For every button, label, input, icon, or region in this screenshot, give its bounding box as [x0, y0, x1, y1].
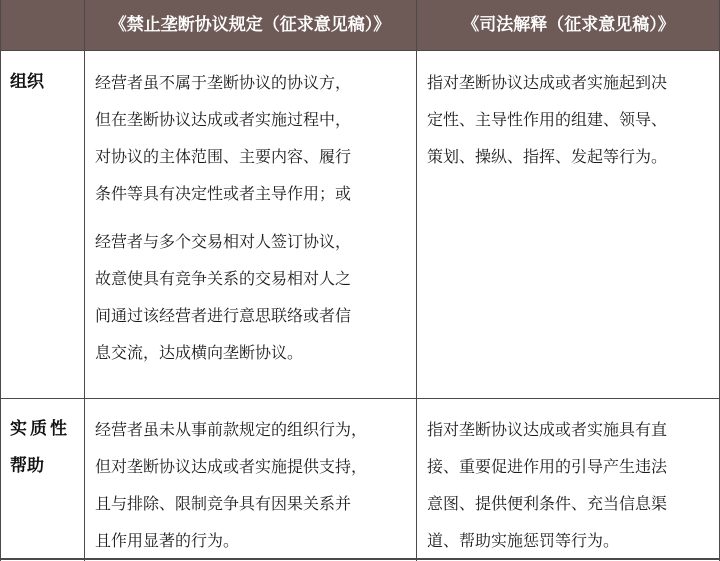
text-line: 故意使具有竞争关系的交易相对人之: [95, 269, 352, 288]
text-line: 经营者虽不属于垄断协议的协议方，: [95, 73, 352, 92]
row-label-line: 组织: [10, 72, 44, 92]
row-label-substantial-help: [10, 411, 70, 485]
text-line: 策划、操纵、指挥、发起等行为。: [427, 147, 668, 166]
text-line: 意图、提供便利条件、充当信息渠: [427, 494, 668, 513]
header-rule-title: 《禁止垄断协议规定（征求意见稿）》: [109, 15, 391, 35]
rule-text-organize-2: [95, 223, 351, 371]
rule-text-substantial-help: [95, 411, 367, 559]
text-line: 对协议的主体范围、主要内容、履行: [95, 147, 352, 166]
text-line: 间通过该经营者进行意思联络或者信: [95, 306, 352, 325]
row-label-line: 实质性: [10, 419, 70, 439]
grid-line: [84, 0, 85, 561]
grid-line: [0, 0, 1, 561]
text-line: 接、重要促进作用的引导产生违法: [427, 457, 668, 476]
text-line: 息交流，达成横向垄断协议。: [95, 343, 304, 362]
grid-line: [0, 50, 720, 51]
interpretation-text-substantial-help: [427, 411, 667, 559]
text-line: 经营者与多个交易相对人签订协议，: [95, 232, 352, 251]
text-line: 指对垄断协议达成或者实施起到决: [427, 73, 668, 92]
text-line: 但在垄断协议达成或者实施过程中，: [95, 110, 352, 129]
text-line: 指对垄断协议达成或者实施具有直: [427, 420, 668, 439]
text-line: 且作用显著的行为。: [95, 531, 240, 550]
text-line: 但对垄断协议达成或者实施提供支持，: [95, 457, 368, 476]
text-line: 经营者虽未从事前款规定的组织行为，: [95, 420, 368, 439]
text-line: 道、帮助实施惩罚等行为。: [427, 531, 620, 550]
header-interpretation-title: 《司法解释（征求意见稿）》: [462, 15, 675, 35]
table-header-row: [0, 0, 720, 50]
grid-line: [416, 0, 417, 561]
text-line: 且与排除、限制竞争具有因果关系并: [95, 494, 352, 513]
row-label-organize: [10, 64, 44, 101]
text-line: 定性、主导性作用的组建、领导、: [427, 110, 668, 129]
interpretation-text-organize: [427, 64, 667, 175]
text-line: 条件等具有决定性或者主导作用；或: [95, 184, 352, 203]
row-label-line: 帮助: [10, 456, 44, 476]
grid-line: [0, 398, 720, 399]
rule-text-organize-1: [95, 64, 351, 212]
